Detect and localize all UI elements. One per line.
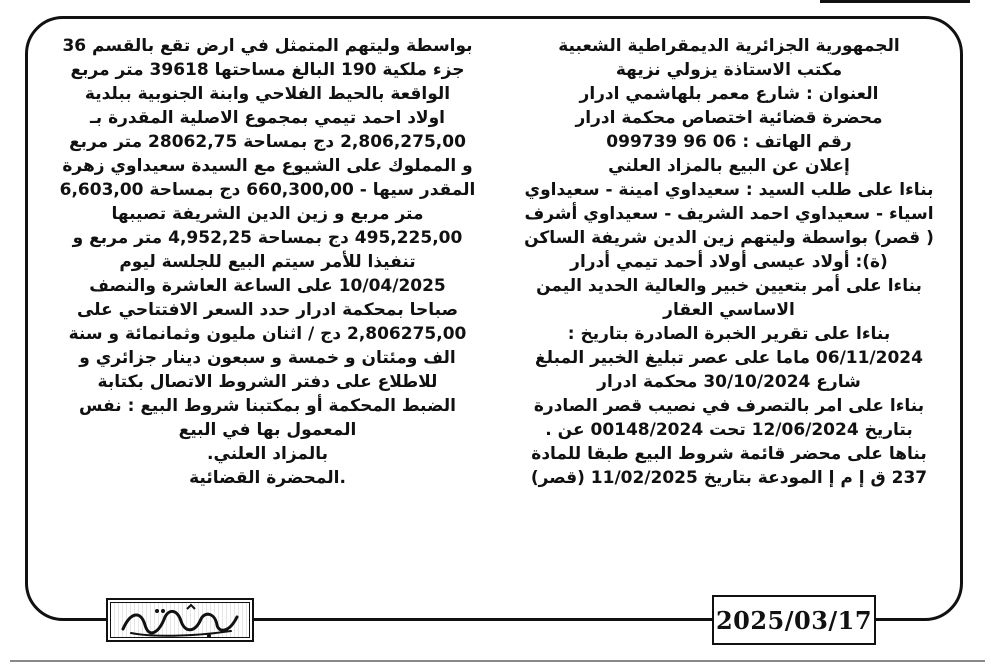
newspaper-logo-box [106,598,254,642]
left-line: المقدر سيها - 660,300,00 دج بمساحة 6,603,00 [59,180,476,200]
right-line: ( قصر) بواسطة وليتهم زين الدين شريفة الساكن [524,228,934,248]
left-line: الواقعة بالحيط الفلاحي وابنة الجنوبية ببلدية [84,84,451,104]
left-line: متر مربع و زين الدين الشريفة تصيبها [111,204,424,224]
left-line: بواسطة وليتهم المتمثل في ارض تقع بالقسم 36 [62,36,473,56]
right-line: الجمهورية الجزائرية الديمقراطية الشعبية [558,36,900,56]
publication-date-box [712,595,876,645]
right-line: بتاريخ 12/06/2024 تحت 00148/2024 عن . [545,420,913,440]
left-line: الضبط المحكمة أو بمكتبنا شروط البيع : نفس [79,396,456,416]
publication-date: 2025/03/17 [715,605,873,635]
newspaper-logo [110,602,250,638]
left-line: اولاد احمد تيمي بمجموع الاصلية المقدرة بـ [90,108,445,128]
calligraphy-logo-icon [111,603,253,641]
left-line: 495,225,00 دج بمساحة 4,952,25 متر مربع و [72,228,463,248]
right-line: العنوان : شارع معمر بلهاشمي ادرار [579,84,879,104]
left-line: 2,806275,00 دج / اثنان مليون وثمانمائة و سنة [68,324,467,344]
left-line: الف ومئتان و خمسة و سبعون دينار جزائري و [79,348,456,368]
right-line: 06/11/2024 ماما على عصر تبليغ الخبير المبلغ [535,348,923,368]
left-line: 2,806,275,00 دج بمساحة 28062,75 متر مربع [69,132,466,152]
right-line: محضرة قضائية اختصاص محكمة ادرار [575,108,883,128]
left-line: للاطلاع على دفتر الشروط الاتصال بكتابة [97,372,438,392]
right-line: مكتب الاستاذة يزولي نزيهة [615,60,843,80]
right-line: بناءا على امر بالتصرف في نصيب قصر الصادرة [533,396,925,416]
left-line: 10/04/2025 على الساعة العاشرة والنصف [89,276,446,296]
top-rule [820,0,970,3]
notice-right-column [515,34,943,490]
right-line: بناءا على طلب السيد : سعيداوي امينة - سعيداوي [524,180,934,200]
right-line: بناها على محضر قائمة شروط البيع طبقا للمادة [531,444,927,464]
right-line: اسياء - سعيداوي احمد الشريف - سعيداوي أشرف [524,204,934,224]
bottom-rule [10,660,985,662]
right-line: الاساسي العقار [663,300,795,320]
left-line: جزء ملكية 190 البالغ مساحتها 39618 متر مربع [70,60,465,80]
left-line: تنفيذا للأمر سيتم البيع للجلسة ليوم [119,252,416,272]
left-line: صباحا بمحكمة ادرار حدد السعر الافتتاحي على [76,300,459,320]
right-line: بناءا على أمر بتعيين خبير والعالية الحديد اليمن [536,276,922,296]
right-line: 237 ق إ م إ المودعة بتاريخ 11/02/2025 (قصر) [530,468,928,488]
left-line: المعمول بها في البيع [178,420,357,440]
left-line: بالمزاد العلني. [207,444,328,464]
right-line: إعلان عن البيع بالمزاد العلني [608,156,850,176]
right-line: بناءا على تقرير الخبرة الصادرة بتاريخ : [567,324,891,344]
right-line: رقم الهاتف : 06 96 099739 [606,132,852,152]
right-line: (ة): أولاد عيسى أولاد أحمد تيمي أدرار [570,252,888,272]
left-line: .المحضرة القضائية [189,468,346,488]
right-line: شارع 30/10/2024 محكمة ادرار [597,372,861,392]
notice-left-column [40,34,495,490]
left-line: و المملوك على الشيوع مع السيدة سعيداوي زهرة [62,156,473,176]
